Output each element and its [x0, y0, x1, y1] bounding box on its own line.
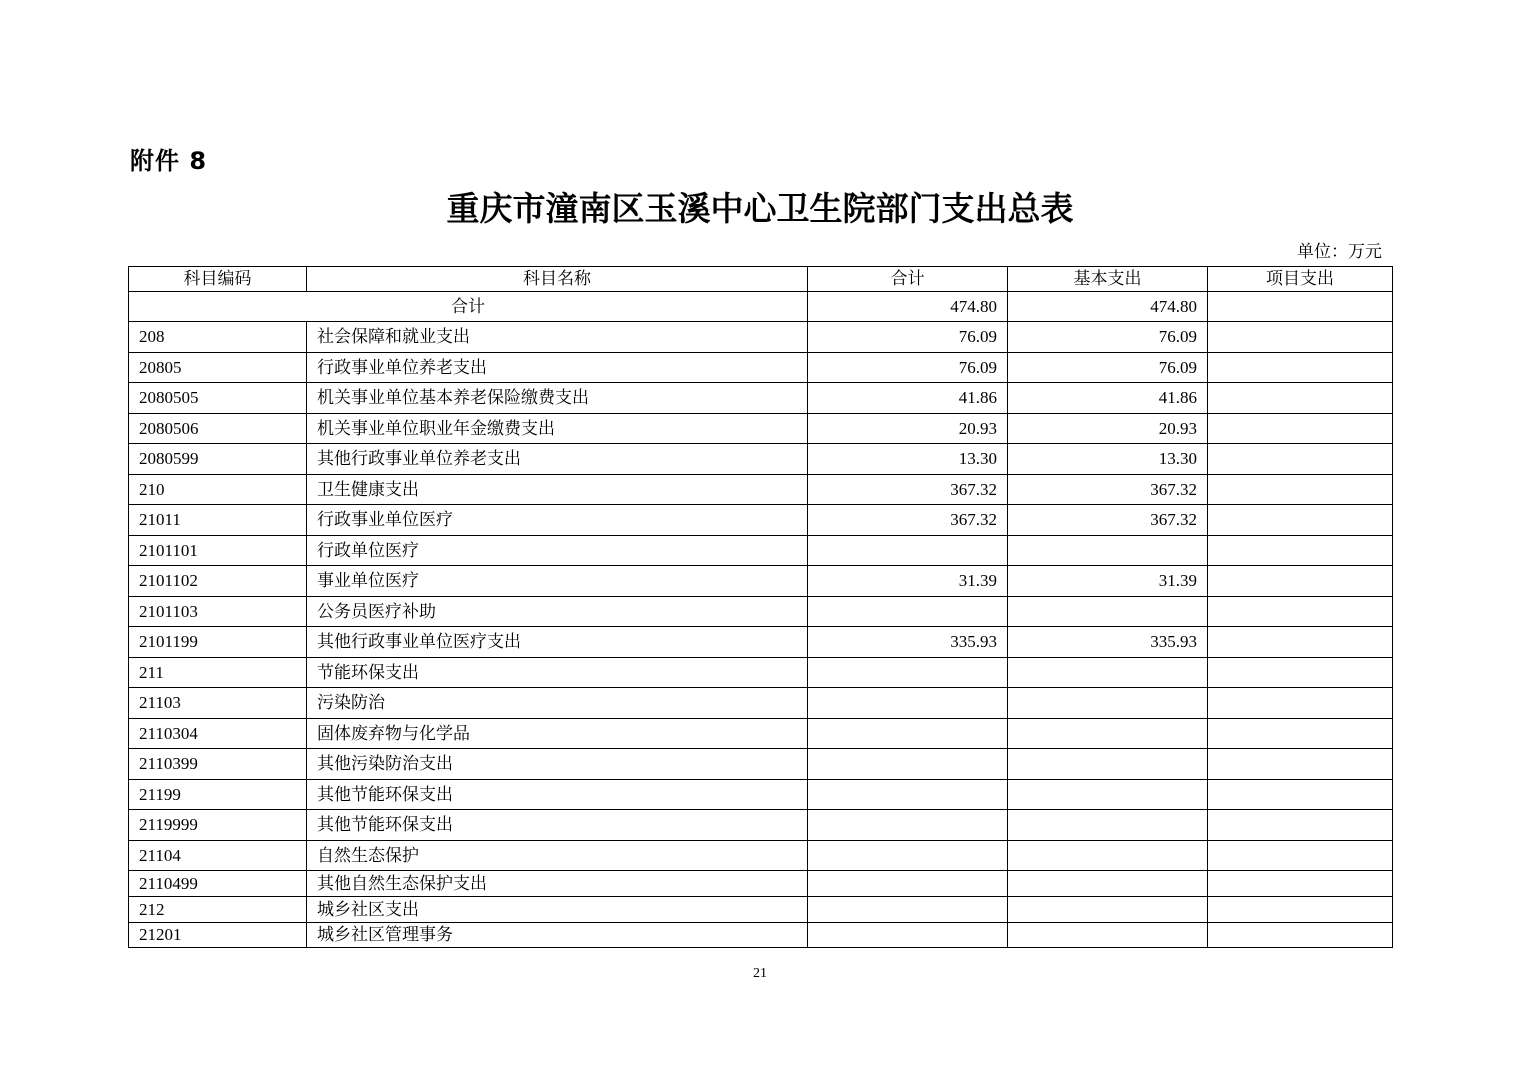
cell-total	[808, 719, 1008, 749]
table-row	[129, 871, 1393, 897]
cell-name: 行政单位医疗	[307, 536, 808, 566]
cell-basic	[1008, 897, 1208, 923]
table-row	[129, 383, 1393, 414]
table-row	[129, 841, 1393, 871]
cell-project	[1208, 353, 1393, 383]
cell-project	[1208, 536, 1393, 566]
cell-project	[1208, 719, 1393, 749]
cell-project	[1208, 688, 1393, 719]
cell-project	[1208, 627, 1393, 658]
cell-code: 2101199	[129, 627, 307, 658]
cell-project	[1208, 841, 1393, 871]
table-row	[129, 780, 1393, 810]
table-row	[129, 810, 1393, 841]
table-row	[129, 505, 1393, 536]
cell-code: 211	[129, 658, 307, 688]
cell-basic	[1008, 749, 1208, 780]
cell-code: 20805	[129, 353, 307, 383]
cell-code: 2110399	[129, 749, 307, 780]
cell-total: 13.30	[808, 444, 1008, 475]
cell-project	[1208, 923, 1393, 948]
cell-code: 21104	[129, 841, 307, 871]
cell-code: 21199	[129, 780, 307, 810]
table-row	[129, 658, 1393, 688]
cell-basic	[1008, 597, 1208, 627]
cell-basic	[1008, 688, 1208, 719]
cell-project	[1208, 749, 1393, 780]
cell-basic: 31.39	[1008, 566, 1208, 597]
cell-project	[1208, 475, 1393, 505]
cell-total: 335.93	[808, 627, 1008, 658]
table-row	[129, 688, 1393, 719]
unit-label: 单位：万元	[1297, 242, 1382, 261]
cell-total	[808, 810, 1008, 841]
col-header-basic: 基本支出	[1008, 267, 1208, 292]
col-header-name: 科目名称	[307, 267, 808, 292]
cell-name: 行政事业单位养老支出	[307, 353, 808, 383]
table-header-row	[129, 267, 1393, 292]
cell-name: 城乡社区支出	[307, 897, 808, 923]
table-row	[129, 322, 1393, 353]
cell-total	[808, 923, 1008, 948]
cell-basic	[1008, 719, 1208, 749]
cell-total	[808, 897, 1008, 923]
cell-basic	[1008, 658, 1208, 688]
cell-basic	[1008, 923, 1208, 948]
cell-name: 社会保障和就业支出	[307, 322, 808, 353]
cell-total	[808, 749, 1008, 780]
cell-project	[1208, 871, 1393, 897]
cell-name: 城乡社区管理事务	[307, 923, 808, 948]
cell-basic: 20.93	[1008, 414, 1208, 444]
cell-name: 固体废弃物与化学品	[307, 719, 808, 749]
cell-code: 2101101	[129, 536, 307, 566]
cell-total	[808, 536, 1008, 566]
cell-total: 20.93	[808, 414, 1008, 444]
cell-total	[808, 841, 1008, 871]
cell-total: 76.09	[808, 353, 1008, 383]
cell-basic: 76.09	[1008, 322, 1208, 353]
cell-code: 2110499	[129, 871, 307, 897]
cell-code: 21011	[129, 505, 307, 536]
cell-project	[1208, 414, 1393, 444]
cell-code: 2110304	[129, 719, 307, 749]
cell-total: 367.32	[808, 505, 1008, 536]
cell-basic	[1008, 841, 1208, 871]
cell-total: 367.32	[808, 475, 1008, 505]
cell-basic	[1008, 871, 1208, 897]
cell-name: 自然生态保护	[307, 841, 808, 871]
cell-basic: 13.30	[1008, 444, 1208, 475]
table-row	[129, 566, 1393, 597]
total-row-project	[1208, 292, 1393, 322]
col-header-project: 项目支出	[1208, 267, 1393, 292]
table-row	[129, 627, 1393, 658]
cell-code: 2080599	[129, 444, 307, 475]
cell-code: 2080506	[129, 414, 307, 444]
total-row-basic: 474.80	[1008, 292, 1208, 322]
cell-name: 其他行政事业单位养老支出	[307, 444, 808, 475]
cell-total: 41.86	[808, 383, 1008, 414]
cell-total	[808, 597, 1008, 627]
cell-name: 其他污染防治支出	[307, 749, 808, 780]
cell-basic: 335.93	[1008, 627, 1208, 658]
cell-project	[1208, 810, 1393, 841]
cell-basic: 367.32	[1008, 505, 1208, 536]
cell-name: 节能环保支出	[307, 658, 808, 688]
cell-name: 其他自然生态保护支出	[307, 871, 808, 897]
cell-code: 2101103	[129, 597, 307, 627]
cell-basic: 367.32	[1008, 475, 1208, 505]
cell-name: 机关事业单位职业年金缴费支出	[307, 414, 808, 444]
cell-name: 卫生健康支出	[307, 475, 808, 505]
table-row	[129, 444, 1393, 475]
table-row	[129, 749, 1393, 780]
cell-code: 21201	[129, 923, 307, 948]
cell-name: 事业单位医疗	[307, 566, 808, 597]
table-row	[129, 475, 1393, 505]
cell-project	[1208, 658, 1393, 688]
cell-project	[1208, 597, 1393, 627]
col-header-total: 合计	[808, 267, 1008, 292]
cell-basic	[1008, 780, 1208, 810]
cell-name: 污染防治	[307, 688, 808, 719]
cell-code: 208	[129, 322, 307, 353]
cell-name: 行政事业单位医疗	[307, 505, 808, 536]
expense-table	[128, 266, 1393, 948]
attachment-label: 附件 8	[130, 147, 208, 175]
cell-project	[1208, 505, 1393, 536]
cell-basic	[1008, 536, 1208, 566]
page-title: 重庆市潼南区玉溪中心卫生院部门支出总表	[446, 189, 1074, 228]
cell-project	[1208, 566, 1393, 597]
cell-name: 公务员医疗补助	[307, 597, 808, 627]
cell-name: 其他节能环保支出	[307, 780, 808, 810]
table-row	[129, 597, 1393, 627]
cell-project	[1208, 383, 1393, 414]
cell-total	[808, 688, 1008, 719]
cell-code: 2080505	[129, 383, 307, 414]
cell-project	[1208, 444, 1393, 475]
table-row	[129, 536, 1393, 566]
table-row	[129, 719, 1393, 749]
cell-name: 其他行政事业单位医疗支出	[307, 627, 808, 658]
cell-code: 210	[129, 475, 307, 505]
cell-code: 2101102	[129, 566, 307, 597]
cell-total: 31.39	[808, 566, 1008, 597]
cell-total	[808, 658, 1008, 688]
table-row	[129, 414, 1393, 444]
cell-total	[808, 871, 1008, 897]
cell-project	[1208, 897, 1393, 923]
total-row	[129, 292, 1393, 322]
cell-basic	[1008, 810, 1208, 841]
page-number: 21	[753, 966, 767, 981]
table-row	[129, 353, 1393, 383]
cell-code: 2119999	[129, 810, 307, 841]
cell-basic: 76.09	[1008, 353, 1208, 383]
cell-name: 机关事业单位基本养老保险缴费支出	[307, 383, 808, 414]
cell-name: 其他节能环保支出	[307, 810, 808, 841]
cell-code: 212	[129, 897, 307, 923]
cell-project	[1208, 322, 1393, 353]
cell-total	[808, 780, 1008, 810]
cell-total: 76.09	[808, 322, 1008, 353]
col-header-code: 科目编码	[129, 267, 307, 292]
table-row	[129, 923, 1393, 948]
cell-project	[1208, 780, 1393, 810]
table-row	[129, 897, 1393, 923]
total-row-total: 474.80	[808, 292, 1008, 322]
total-row-label: 合计	[129, 292, 808, 322]
cell-code: 21103	[129, 688, 307, 719]
cell-basic: 41.86	[1008, 383, 1208, 414]
